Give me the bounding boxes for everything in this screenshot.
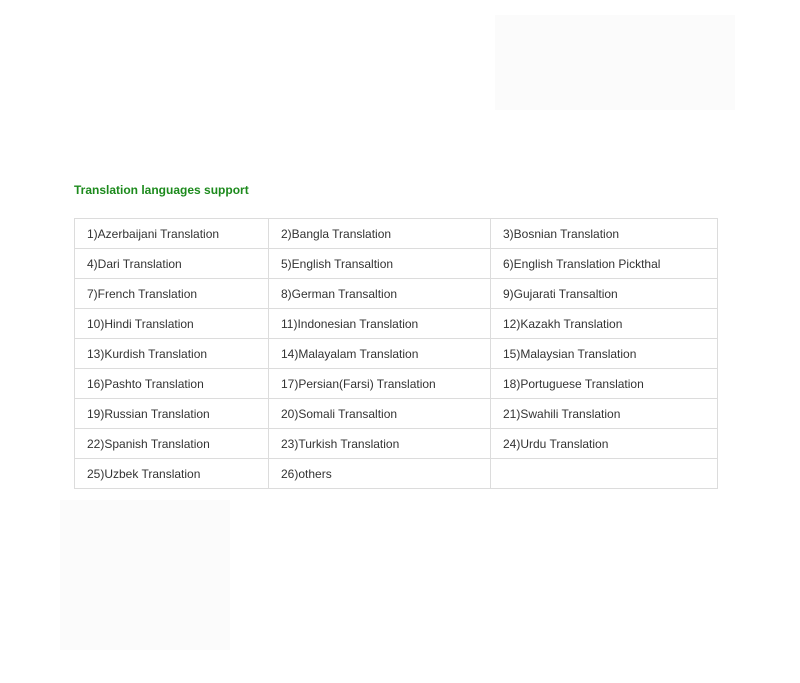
table-cell: 5)English Transaltion: [269, 249, 491, 279]
table-cell: 1)Azerbaijani Translation: [75, 219, 269, 249]
languages-table: [74, 218, 718, 489]
table-cell: 15)Malaysian Translation: [491, 339, 718, 369]
table-cell: 11)Indonesian Translation: [269, 309, 491, 339]
table-row: [75, 369, 718, 399]
table-row: [75, 399, 718, 429]
table-row: [75, 309, 718, 339]
table-row: [75, 459, 718, 489]
table-cell: 20)Somali Transaltion: [269, 399, 491, 429]
table-cell: 22)Spanish Translation: [75, 429, 269, 459]
table-row: [75, 279, 718, 309]
background-watermark: [60, 500, 230, 650]
table-cell: 8)German Transaltion: [269, 279, 491, 309]
table-cell: 3)Bosnian Translation: [491, 219, 718, 249]
table-cell: 19)Russian Translation: [75, 399, 269, 429]
table-cell: 14)Malayalam Translation: [269, 339, 491, 369]
table-cell: 12)Kazakh Translation: [491, 309, 718, 339]
table-cell: 26)others: [269, 459, 491, 489]
table-cell: 16)Pashto Translation: [75, 369, 269, 399]
table-cell: 2)Bangla Translation: [269, 219, 491, 249]
table-cell: 23)Turkish Translation: [269, 429, 491, 459]
table-cell: 21)Swahili Translation: [491, 399, 718, 429]
table-cell: 6)English Translation Pickthal: [491, 249, 718, 279]
table-row: [75, 429, 718, 459]
table-cell: 4)Dari Translation: [75, 249, 269, 279]
table-cell: 25)Uzbek Translation: [75, 459, 269, 489]
table-cell: 24)Urdu Translation: [491, 429, 718, 459]
table-cell: 10)Hindi Translation: [75, 309, 269, 339]
table-cell: 17)Persian(Farsi) Translation: [269, 369, 491, 399]
table-row: [75, 339, 718, 369]
table-cell: 7)French Translation: [75, 279, 269, 309]
table-cell: [491, 459, 718, 489]
table-row: [75, 219, 718, 249]
section-title: Translation languages support: [74, 183, 249, 197]
background-watermark: [495, 15, 735, 110]
table-cell: 18)Portuguese Translation: [491, 369, 718, 399]
table-cell: 13)Kurdish Translation: [75, 339, 269, 369]
table-row: [75, 249, 718, 279]
table-cell: 9)Gujarati Transaltion: [491, 279, 718, 309]
